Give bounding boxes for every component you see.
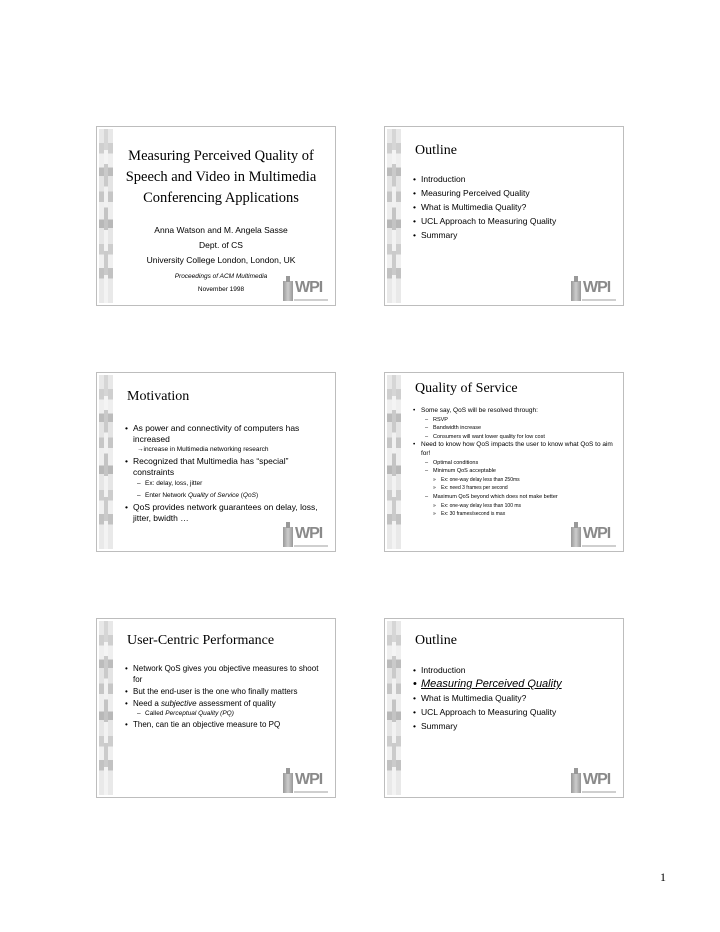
- list-item: • UCL Approach to Measuring Quality: [413, 216, 557, 226]
- authors: Anna Watson and M. Angela Sasse: [154, 225, 288, 235]
- date: November 1998: [197, 286, 245, 293]
- department: Dept. of CS: [199, 240, 243, 250]
- list-item: • Introduction: [413, 665, 466, 675]
- list-item: • What is Multimedia Quality?: [413, 202, 527, 212]
- list-item: • But the end-user is the one who finally matters: [125, 687, 298, 696]
- title-line-3: Conferencing Applications: [143, 190, 299, 206]
- wpi-logo: WPI: [283, 771, 329, 793]
- list-item: • Recognized that Multimedia has “special” constraints – Ex: delay, loss, jitter – Enter Network Quality of Service (QoS): [125, 456, 289, 499]
- outline-list: [413, 663, 617, 733]
- list-item: • Then, can tie an objective measure to PQ: [125, 720, 281, 729]
- slide-decor-strip: [99, 621, 113, 795]
- title-line-1: Measuring Perceived Quality of: [128, 148, 314, 164]
- list-item: • Introduction: [413, 174, 466, 184]
- slide-title-text: Quality of Service: [415, 381, 518, 396]
- venue: Proceedings of ACM Multimedia: [174, 273, 268, 280]
- list-item: • Network QoS gives you objective measures to shoot for: [125, 664, 319, 684]
- performance-list: [125, 663, 329, 730]
- wpi-logo: WPI: [571, 279, 617, 301]
- slide-decor-strip: [99, 375, 113, 549]
- list-item: • Summary: [413, 721, 458, 731]
- slide-outline-2: [384, 618, 624, 798]
- slide-decor-strip: [387, 375, 401, 549]
- wpi-logo: WPI: [283, 279, 329, 301]
- wpi-logo: WPI: [571, 525, 617, 547]
- slide-outline: [384, 126, 624, 306]
- slide-title-text: Outline: [415, 143, 457, 158]
- qos-list: [413, 407, 617, 519]
- slide-quality-of-service: [384, 372, 624, 552]
- list-item: • Summary: [413, 230, 458, 240]
- slide-motivation: [96, 372, 336, 552]
- outline-list: [413, 172, 617, 242]
- list-item: • Need to know how QoS impacts the user to know what QoS to aim for! – Optimal conditions – Minimum QoS acceptable » Ex: one-way delay less than 250ms » Ex: need 3 frames per second – Maximum QoS beyond which does not make better » Ex: one-way delay less than 100 ms » Ex: 30 frames/second is max: [413, 441, 613, 518]
- motivation-list: [125, 423, 329, 524]
- slide-title-text: Outline: [415, 633, 457, 648]
- page-number: 1: [660, 870, 666, 884]
- slide-title: [96, 126, 336, 306]
- wpi-logo: WPI: [283, 525, 329, 547]
- list-item: • UCL Approach to Measuring Quality: [413, 707, 557, 717]
- list-item: • Measuring Perceived Quality: [413, 188, 530, 198]
- list-item: • What is Multimedia Quality?: [413, 693, 527, 703]
- title-line-2: Speech and Video in Multimedia: [125, 169, 317, 185]
- list-item: • Need a subjective assessment of quality – Called Perceptual Quality (PQ): [125, 699, 276, 717]
- list-item: • As power and connectivity of computers has increased →increase in Multimedia networking research: [125, 423, 300, 453]
- slide-title-text: Motivation: [127, 389, 190, 404]
- slide-decor-strip: [387, 129, 401, 303]
- affiliation: University College London, London, UK: [146, 255, 296, 265]
- slide-user-centric-performance: [96, 618, 336, 798]
- list-item: • QoS provides network guarantees on delay, loss, jitter, bwidth …: [125, 502, 318, 523]
- list-item-highlighted: • Measuring Perceived Quality: [413, 678, 562, 690]
- slide-decor-strip: [387, 621, 401, 795]
- paper-title: [111, 146, 331, 209]
- list-item: • Some say, QoS will be resolved through: – RSVP – Bandwidth increase – Consumers will want lower quality for low cost: [413, 407, 545, 440]
- wpi-logo: WPI: [571, 771, 617, 793]
- slide-title-text: User-Centric Performance: [127, 633, 275, 648]
